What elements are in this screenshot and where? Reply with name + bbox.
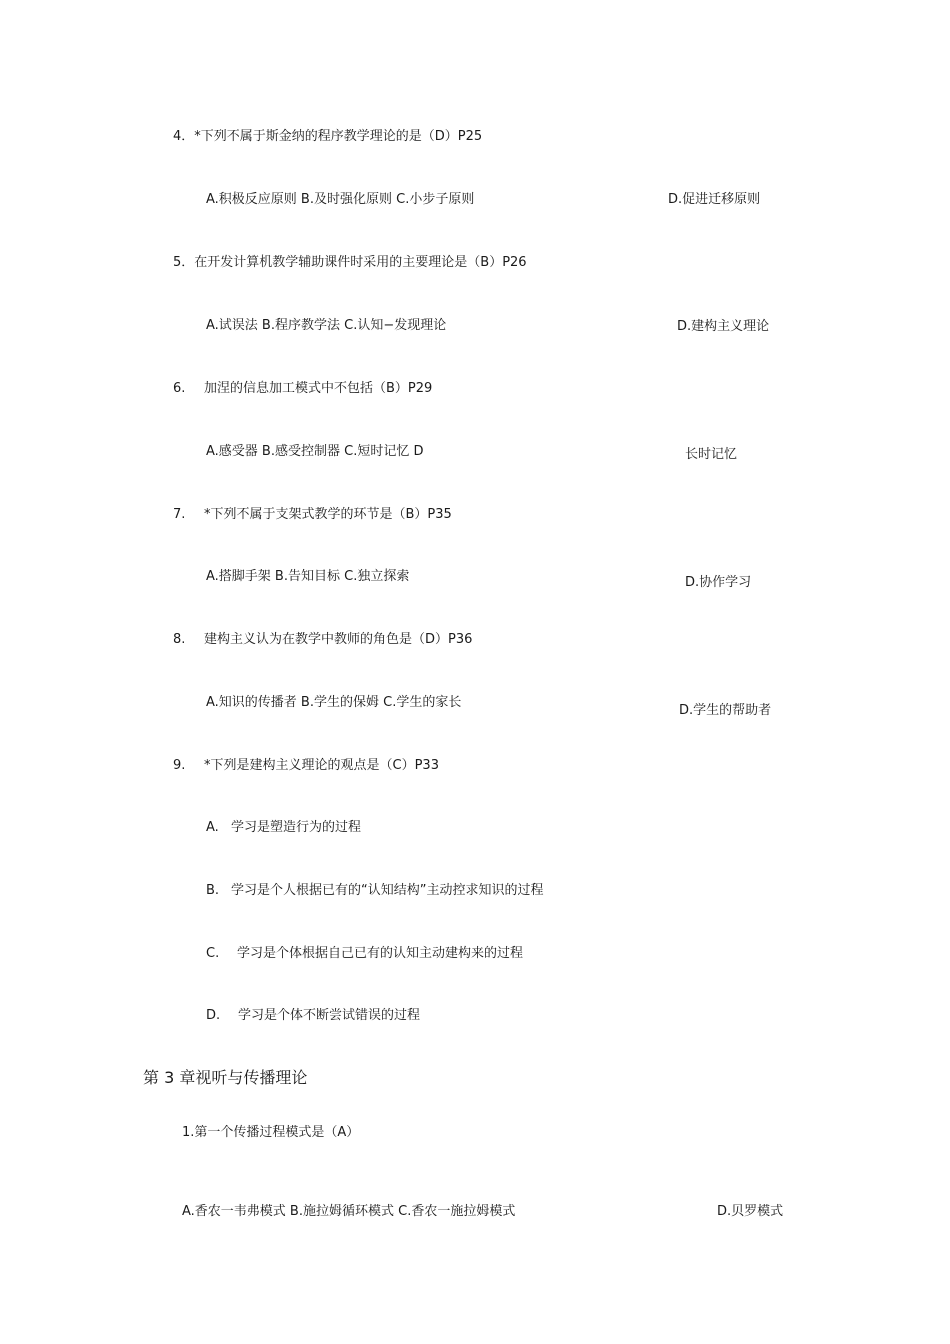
question-6-options-abc: A.感受器 B.感受控制器 C.短时记忆 D: [206, 444, 424, 459]
question-4-option-d: D.促进迁移原则: [668, 192, 761, 207]
question-8-stem: 建构主义认为在教学中教师的角色是（D）P36: [204, 632, 473, 647]
question-8-option-d: D.学生的帮助者: [679, 703, 772, 718]
question-5-options-abc: A.试误法 B.程序教学法 C.认知−发现理论: [206, 318, 447, 333]
question-7-number: 7.: [173, 507, 186, 522]
question-9-stem: *下列是建构主义理论的观点是（C）P33: [204, 758, 439, 773]
chapter-3-heading: 第 3 章视听与传播理论: [143, 1068, 308, 1087]
question-7-option-d: D.协作学习: [685, 575, 752, 590]
question-4-stem: 4．*下列不属于斯金纳的程序教学理论的是（D）P25: [173, 129, 483, 144]
question-9-option-a-letter: A.: [206, 820, 219, 835]
question-8-number: 8.: [173, 632, 186, 647]
question-9-option-b-text: 学习是个人根据已有的“认知结构”主动控求知识的过程: [231, 883, 544, 898]
question-6-option-d: 长时记忆: [685, 447, 738, 462]
question-9-option-a-text: 学习是塑造行为的过程: [231, 820, 362, 835]
question-7-stem: *下列不属于支架式教学的环节是（B）P35: [204, 507, 452, 522]
question-6-stem: 加涅的信息加工模式中不包括（B）P29: [204, 381, 433, 396]
question-9-option-b-letter: B.: [206, 883, 220, 898]
chapter-3-question-1-stem: 1.第一个传播过程模式是（A）: [182, 1125, 360, 1140]
question-7-options-abc: A.搭脚手架 B.告知目标 C.独立探索: [206, 569, 410, 584]
question-9-option-c-letter: C.: [206, 946, 220, 961]
question-5-stem: 5．在开发计算机教学辅助课件时采用的主要理论是（B）P26: [173, 255, 527, 270]
question-5-option-d: D.建构主义理论: [677, 319, 770, 334]
question-9-option-d-letter: D.: [206, 1008, 221, 1023]
chapter-3-question-1-option-d: D.贝罗模式: [717, 1204, 784, 1219]
chapter-3-question-1-options-abc: A.香农一韦弗模式 B.施拉姆循环模式 C.香农一施拉姆模式: [182, 1204, 516, 1219]
question-8-options-abc: A.知识的传播者 B.学生的保姆 C.学生的家长: [206, 695, 462, 710]
question-4-options-abc: A.积极反应原则 B.及时强化原则 C.小步子原则: [206, 192, 475, 207]
question-9-option-c-text: 学习是个体根据自己已有的认知主动建构来的过程: [237, 946, 524, 961]
question-9-number: 9.: [173, 758, 186, 773]
question-6-number: 6.: [173, 381, 186, 396]
question-9-option-d-text: 学习是个体不断尝试错误的过程: [238, 1008, 421, 1023]
